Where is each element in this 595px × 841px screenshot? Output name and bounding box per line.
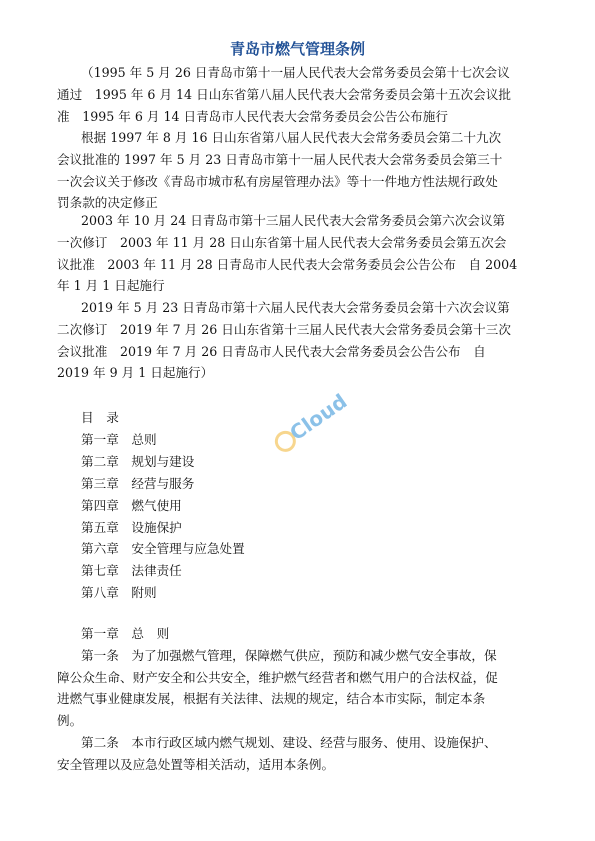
text-line: 进燃气事业健康发展，根据有关法律、法规的规定，结合本市实际，制定本条 (57, 691, 486, 707)
text-line: 一次修订 2003 年 11 月 28 日山东省第十届人民代表大会常务委员会第五次会 (57, 234, 507, 250)
text-line: 议批准 2003 年 11 月 28 日青岛市人民代表大会常务委员会公告公布 自 2004 (57, 256, 518, 272)
text-line: 2003 年 10 月 24 日青岛市第十三届人民代表大会常务委员会第六次会议第 (81, 213, 506, 228)
text-line: 年 1 月 1 日起施行 (57, 278, 165, 294)
history-paragraph-2 (57, 127, 542, 214)
chapter-1 (57, 623, 542, 776)
text-line: 2019 年 9 月 1 日起施行） (57, 365, 214, 381)
text-line: 安全管理以及应急处置等相关活动，适用本条例。 (57, 756, 335, 772)
toc-item: 第八章 附则 (81, 585, 157, 601)
text-line: 第一条 为了加强燃气管理，保障燃气供应，预防和减少燃气安全事故，保 (81, 647, 497, 663)
text-line: 障公众生命、财产安全和公共安全，维护燃气经营者和燃气用户的合法权益，促 (57, 669, 498, 685)
text-line: 一次会议关于修改《青岛市城市私有房屋管理办法》等十一件地方性法规行政处 (57, 173, 498, 189)
toc-item: 第七章 法律责任 (81, 563, 182, 579)
text-line: 会议批准的 1997 年 5 月 23 日青岛市第十一届人民代表大会常务委员会第三十 (57, 151, 503, 167)
text-line: 二次修订 2019 年 7 月 26 日山东省第十三届人民代表大会常务委员会第十三次 (57, 321, 511, 337)
history-paragraph-4 (57, 297, 542, 384)
document-title: 青岛市燃气管理条例 (229, 40, 365, 58)
cloud-icon (256, 382, 356, 462)
toc-item: 第六章 安全管理与应急处置 (81, 541, 245, 557)
toc-item: 第二章 规划与建设 (81, 453, 195, 469)
text-line: 罚条款的决定修正 (57, 195, 158, 211)
table-of-contents (81, 407, 245, 604)
toc-item: 第一章 总则 (81, 431, 157, 447)
text-line: 第二条 本市行政区域内燃气规划、建设、经营与服务、使用、设施保护、 (81, 734, 497, 750)
text-line: 准 1995 年 6 月 14 日青岛市人民代表大会常务委员会公告公布施行 (57, 108, 448, 124)
text-line: 会议批准 2019 年 7 月 26 日青岛市人民代表大会常务委员会公告公布 自 (57, 343, 486, 359)
toc-item: 第三章 经营与服务 (81, 475, 195, 491)
text-line: 根据 1997 年 8 月 16 日山东省第八届人民代表大会常务委员会第二十九次 (81, 130, 502, 145)
text-line: 例。 (57, 713, 83, 729)
text-line: 2019 年 5 月 23 日青岛市第十六届人民代表大会常务委员会第十六次会议第 (81, 300, 510, 315)
toc-item: 第五章 设施保护 (81, 519, 182, 535)
svg-text:Cloud: Cloud (285, 388, 352, 446)
chapter-heading: 第一章 总 则 (81, 626, 170, 641)
text-line: （1995 年 5 月 26 日青岛市第十一届人民代表大会常务委员会第十七次会议 (81, 65, 510, 80)
cloud-watermark-logo (256, 382, 356, 462)
toc-heading: 目 录 (81, 410, 119, 425)
history-paragraph-3 (57, 210, 542, 297)
history-paragraph-1 (57, 62, 542, 127)
text-line: 通过 1995 年 6 月 14 日山东省第八届人民代表大会常务委员会第十五次会议批 (57, 86, 511, 102)
toc-item: 第四章 燃气使用 (81, 497, 182, 513)
